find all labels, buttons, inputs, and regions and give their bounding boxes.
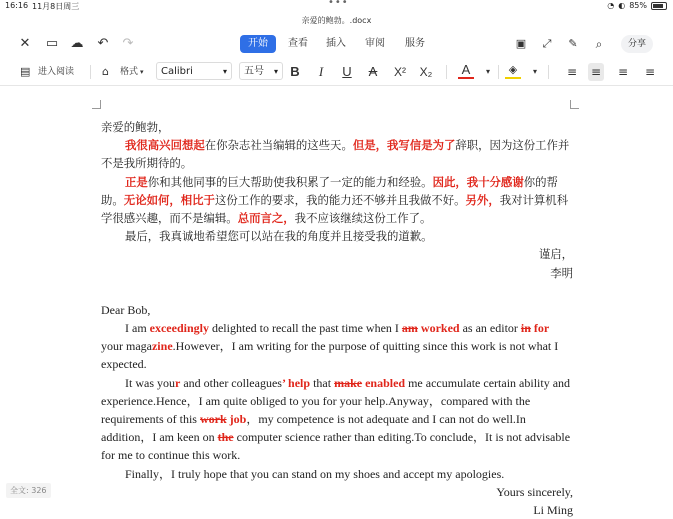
inserted-text: 因此，我十分感谢 bbox=[432, 174, 524, 189]
deleted-text: in bbox=[520, 321, 531, 336]
font-size-select[interactable] bbox=[239, 62, 283, 80]
subscript-icon[interactable]: X₂ bbox=[419, 65, 433, 79]
tab-insert[interactable]: 插入 bbox=[326, 38, 346, 49]
share-button[interactable]: 分享 bbox=[621, 35, 653, 53]
strikethrough-icon[interactable]: A bbox=[368, 64, 378, 79]
text-run: that bbox=[310, 375, 335, 390]
text-run: .However，I am writing for the purpose of quitting since this work is not what I expected. bbox=[101, 339, 559, 372]
bold-icon[interactable]: B bbox=[290, 64, 300, 79]
text-run: and other colleagues bbox=[180, 375, 282, 390]
margin-corner-left bbox=[92, 100, 101, 109]
en-paragraph-2 bbox=[101, 374, 573, 465]
text-run: I am bbox=[125, 321, 150, 336]
lock-rotation-icon: ◐ bbox=[618, 1, 626, 10]
inserted-text: exceedingly bbox=[149, 321, 209, 336]
search-icon[interactable]: ⌕ bbox=[595, 37, 603, 51]
cn-closing: 谨启， bbox=[538, 247, 573, 262]
chevron-down-icon: ▾ bbox=[222, 67, 227, 76]
fullscreen-icon[interactable]: ⤢ bbox=[542, 37, 552, 50]
deleted-text: make bbox=[334, 375, 363, 390]
en-greeting: Dear Bob, bbox=[101, 302, 151, 317]
wifi-icon: ◔ bbox=[607, 1, 615, 10]
en-paragraph-3: Finally，I truly hope that you can stand on my shoes and accept my apologies. bbox=[125, 466, 505, 481]
superscript-icon[interactable]: X² bbox=[394, 65, 406, 79]
page-count-icon[interactable]: ▣ bbox=[515, 37, 527, 50]
text-run: as an editor bbox=[459, 321, 521, 336]
inserted-text: 总而言之， bbox=[237, 211, 295, 226]
reading-mode-icon[interactable]: ▤ bbox=[20, 65, 31, 78]
document-body[interactable] bbox=[101, 118, 573, 519]
pen-tool-icon[interactable]: ✎ bbox=[568, 37, 578, 50]
text-run: delighted to recall the past time when I bbox=[208, 321, 402, 336]
en-paragraph-1 bbox=[101, 319, 573, 374]
inserted-text: job bbox=[229, 412, 247, 427]
text-run: 你的帮助。 bbox=[101, 174, 558, 207]
align-right-icon[interactable]: ≡ bbox=[588, 63, 604, 81]
tab-home[interactable]: 开始 bbox=[240, 35, 276, 53]
battery-icon bbox=[651, 2, 667, 10]
format-toolbar bbox=[0, 59, 673, 86]
folder-icon[interactable]: ▭ bbox=[45, 36, 59, 51]
document-title: 亲爱的鲍勃。.docx bbox=[301, 16, 372, 25]
chevron-down-icon[interactable]: ▾ bbox=[532, 67, 537, 76]
reading-mode-label[interactable]: 进入阅读 bbox=[38, 67, 75, 77]
text-run: 我不应该继续这份工作了。 bbox=[294, 211, 432, 226]
align-center-icon[interactable]: ≡ bbox=[617, 65, 629, 79]
cn-paragraph-2 bbox=[101, 173, 573, 228]
top-toolbar bbox=[0, 32, 673, 56]
redo-icon[interactable]: ↷ bbox=[122, 36, 134, 51]
margin-corner-right bbox=[570, 100, 579, 109]
close-icon[interactable]: ✕ bbox=[19, 36, 31, 51]
text-run: 在你杂志社当编辑的这些天。 bbox=[204, 138, 353, 153]
text-run: me accumulate certain ability and experience.Hence，I am quite obliged to you for your help.Anyway，compared with the requirements of this bbox=[101, 375, 571, 427]
inserted-text: for bbox=[533, 321, 550, 336]
deleted-text: work bbox=[199, 412, 227, 427]
text-run: your maga bbox=[101, 339, 152, 354]
tab-services[interactable]: 服务 bbox=[405, 38, 425, 49]
inserted-text: zine bbox=[151, 339, 173, 354]
en-signature: Li Ming bbox=[533, 503, 573, 518]
cn-greeting: 亲爱的鲍勃， bbox=[101, 120, 170, 134]
text-run: 你和其他同事的巨大帮助使我积累了一定的能力和经验。 bbox=[147, 174, 433, 189]
chevron-down-icon[interactable]: ▾ bbox=[485, 67, 490, 76]
justify-icon[interactable]: ≡ bbox=[644, 65, 656, 79]
format-menu[interactable]: 格式 bbox=[120, 67, 139, 77]
tab-review[interactable]: 审阅 bbox=[365, 38, 385, 49]
underline-icon[interactable]: U bbox=[342, 64, 352, 79]
font-family-value: Calibri bbox=[161, 66, 193, 77]
format-painter-icon[interactable]: ⌂ bbox=[102, 65, 109, 78]
undo-icon[interactable]: ↶ bbox=[97, 36, 109, 51]
en-closing: Yours sincerely, bbox=[496, 484, 573, 499]
inserted-text: 正是 bbox=[125, 174, 148, 189]
italic-icon[interactable]: I bbox=[318, 64, 324, 79]
status-bar bbox=[0, 0, 673, 13]
cloud-sync-icon[interactable]: ☁ bbox=[70, 36, 84, 51]
status-time: 16:16 bbox=[5, 1, 29, 10]
inserted-text: 我很高兴回想起 bbox=[125, 138, 205, 153]
text-run: computer science rather than editing.To conclude，It is not advisable for me to continue this work. bbox=[101, 430, 571, 463]
status-date: 11月8日周三 bbox=[32, 2, 80, 11]
tab-view[interactable]: 查看 bbox=[288, 38, 308, 49]
inserted-text: enabled bbox=[365, 375, 406, 390]
text-run: 辞职，因为这份工作并不是我所期待的。 bbox=[101, 138, 570, 171]
cn-paragraph-1 bbox=[101, 136, 573, 172]
chevron-down-icon[interactable]: ▾ bbox=[140, 68, 144, 76]
font-size-value: 五号 bbox=[244, 66, 264, 77]
multitask-dots-icon[interactable]: ••• bbox=[328, 0, 349, 8]
inserted-text: ’ help bbox=[281, 375, 311, 390]
font-family-select[interactable] bbox=[156, 62, 232, 80]
inserted-text: 另外， bbox=[465, 192, 500, 207]
text-run: 我对计算机科学很感兴趣，而不是编辑。 bbox=[101, 192, 569, 226]
deleted-text: the bbox=[217, 430, 234, 445]
cn-paragraph-3: 最后，我真诚地希望您可以站在我的角度并且接受我的道歉。 bbox=[125, 229, 433, 244]
font-color-icon[interactable]: A bbox=[458, 63, 474, 79]
inserted-text: 无论如何，相比于 bbox=[123, 192, 215, 207]
text-run: It was you bbox=[125, 375, 175, 390]
cn-signature: 李明 bbox=[550, 265, 573, 280]
inserted-text: r bbox=[175, 375, 181, 390]
deleted-text: am bbox=[401, 321, 418, 336]
battery-percent: 85% bbox=[629, 1, 647, 10]
chevron-down-icon: ▾ bbox=[273, 67, 278, 76]
text-run: ，my competence is not adequate and I can not do well.In addition，I am keen on bbox=[101, 412, 526, 445]
highlight-color-icon[interactable]: ◈ bbox=[505, 63, 521, 79]
align-left-icon[interactable]: ≡ bbox=[566, 65, 578, 79]
text-run: 这份工作的要求，我的能力还不够并且我做不好。 bbox=[214, 192, 466, 207]
word-count[interactable]: 全文: 326 bbox=[6, 483, 51, 498]
inserted-text: 但是，我写信是为了 bbox=[352, 138, 456, 153]
inserted-text: worked bbox=[420, 321, 460, 336]
